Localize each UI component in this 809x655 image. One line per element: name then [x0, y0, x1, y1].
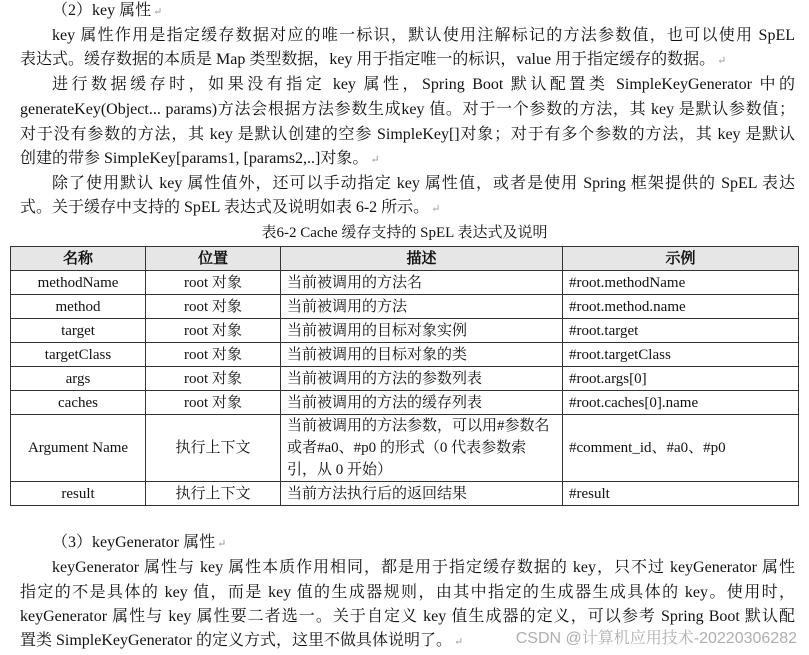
cell-description: 当前被调用的方法参数，可以用#参数名或者#a0、#p0 的形式（0 代表参数索引，从 0 开始） [281, 415, 563, 482]
paragraph-line: keyGenerator 属性与 key 属性本质作用相同，都是用于指定缓存数据的 key，只不过 keyGenerator 属性 [52, 559, 795, 576]
table-row [11, 367, 799, 391]
cell-example: #root.target [563, 319, 799, 343]
table-row [11, 391, 799, 415]
cell-name: methodName [11, 271, 146, 295]
cell-example: #root.args[0] [563, 367, 799, 391]
paragraph-line: 进行数据缓存时，如果没有指定 key 属性，Spring Boot 默认配置类 SimpleKeyGenerator 中的 [52, 76, 795, 93]
cell-description: 当前被调用的目标对象的类 [281, 343, 563, 367]
cell-location: root 对象 [146, 343, 281, 367]
table-caption: 表6-2 Cache 缓存支持的 SpEL 表达式及说明 [261, 225, 548, 241]
section-heading: （2）key 属性 ↵ [52, 2, 163, 19]
cell-name: result [11, 482, 146, 506]
paragraph-line: 对于没有参数的方法，其 key 是默认创建的空参 SimpleKey[]对象；对于有多个参数的方法，其 key 是默认 [20, 126, 795, 143]
cell-example: #comment_id、#a0、#p0 [563, 415, 799, 482]
cell-name: caches [11, 391, 146, 415]
cell-description: 当前被调用的方法 [281, 295, 563, 319]
cell-name: Argument Name [11, 415, 146, 482]
cell-location: root 对象 [146, 271, 281, 295]
cell-location: root 对象 [146, 367, 281, 391]
cell-example: #result [563, 482, 799, 506]
cell-name: args [11, 367, 146, 391]
cell-location: 执行上下文 [146, 415, 281, 482]
watermark: CSDN @计算机应用技术-20220306282 [515, 630, 797, 647]
paragraph-line: 除了使用默认 key 属性值外，还可以手动指定 key 属性值，或者是使用 Spring 框架提供的 SpEL 表达 [52, 175, 795, 192]
cell-example: #root.targetClass [563, 343, 799, 367]
paragraph-line: 置类 SimpleKeyGenerator 的定义方式，这里不做具体说明了。 ↵ [20, 632, 464, 649]
cell-location: root 对象 [146, 295, 281, 319]
cell-name: target [11, 319, 146, 343]
paragraph-line: generateKey(Object... params)方法会根据方法参数生成key 值。对于一个参数的方法，其 key 是默认参数值； [20, 101, 795, 118]
table-header-row [11, 247, 799, 271]
cell-name: method [11, 295, 146, 319]
cell-example: #root.method.name [563, 295, 799, 319]
paragraph-line: 式。关于缓存中支持的 SpEL 表达式及说明如表 6-2 所示。 ↵ [20, 199, 441, 216]
paragraph-line: keyGenerator 属性与 key 属性要二者选一。关于自定义 key 值生成器的定义，可以参考 Spring Boot 默认配 [20, 608, 795, 625]
paragraph-line: 创建的带参 SimpleKey[params1, [params2,..]对象。 ↵ [20, 150, 380, 167]
cell-location: root 对象 [146, 391, 281, 415]
cell-description: 当前被调用的方法的缓存列表 [281, 391, 563, 415]
cell-description: 当前方法执行后的返回结果 [281, 482, 563, 506]
header-name: 名称 [11, 247, 146, 271]
cell-example: #root.caches[0].name [563, 391, 799, 415]
table-row [11, 271, 799, 295]
header-description: 描述 [281, 247, 563, 271]
paragraph-line: 表达式。缓存数据的本质是 Map 类型数据，key 用于指定唯一的标识，value 用于指定缓存的数据。 ↵ [20, 51, 727, 68]
cell-location: root 对象 [146, 319, 281, 343]
section-heading: （3）keyGenerator 属性 ↵ [52, 534, 227, 551]
table-row [11, 415, 799, 482]
table-row [11, 343, 799, 367]
header-example: 示例 [563, 247, 799, 271]
cell-description: 当前被调用的目标对象实例 [281, 319, 563, 343]
table-row [11, 295, 799, 319]
cell-location: 执行上下文 [146, 482, 281, 506]
paragraph-line: 指定的不是具体的 key 值，而是 key 值的生成器规则，由其中指定的生成器生成具体的 key。使用时， [20, 584, 795, 601]
paragraph-line: key 属性作用是指定缓存数据对应的唯一标识，默认使用注解标记的方法参数值，也可以使用 SpEL [52, 27, 795, 44]
cell-description: 当前被调用的方法的参数列表 [281, 367, 563, 391]
table-row [11, 482, 799, 506]
cell-name: targetClass [11, 343, 146, 367]
cell-description: 当前被调用的方法名 [281, 271, 563, 295]
cell-example: #root.methodName [563, 271, 799, 295]
spel-table [10, 246, 799, 506]
table-row [11, 319, 799, 343]
header-location: 位置 [146, 247, 281, 271]
